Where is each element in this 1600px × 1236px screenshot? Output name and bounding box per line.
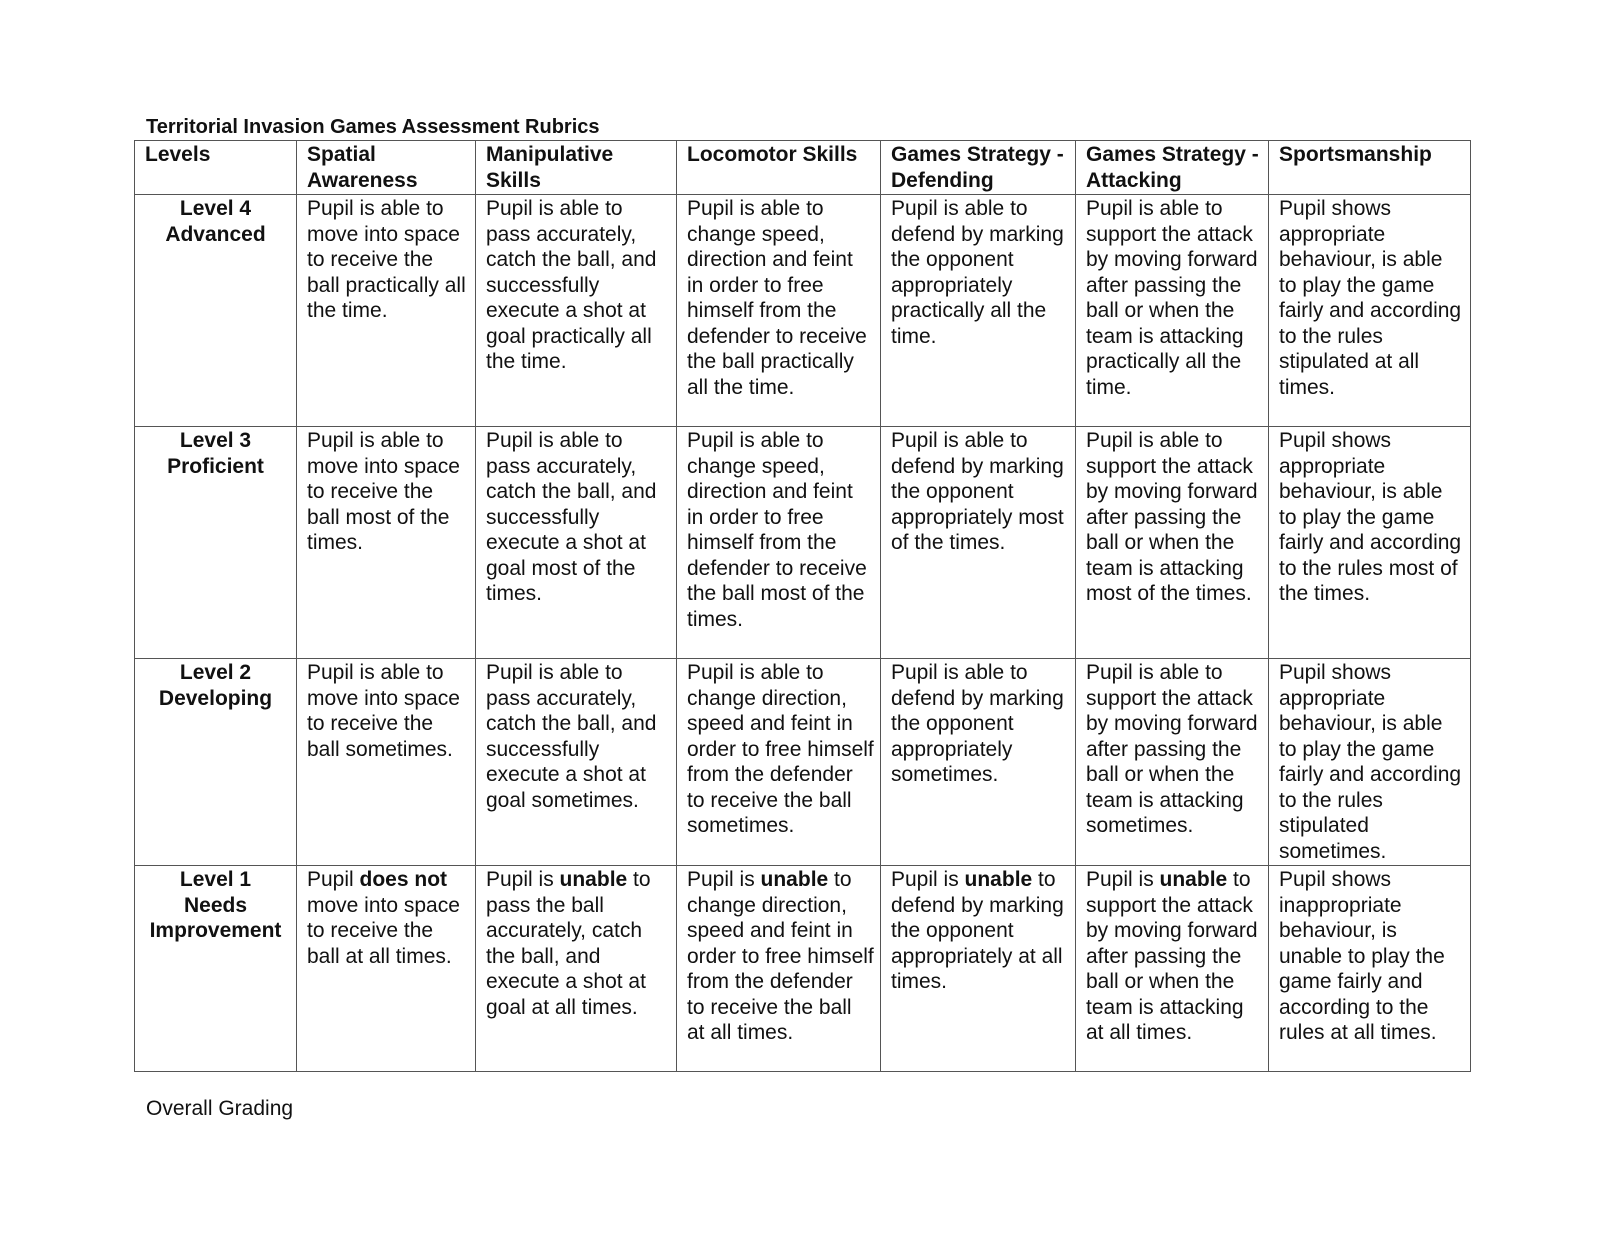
header-spatial-awareness: Spatial Awareness	[297, 141, 476, 195]
table-cell-manipulative-skills: Pupil is able to pass accurately, catch the ball, and successfully execute a shot at goal sometimes.	[476, 659, 677, 866]
table-cell-spatial-awareness: Pupil is able to move into space to receive the ball most of the times.	[297, 427, 476, 659]
table-cell-manipulative-skills: Pupil is able to pass accurately, catch the ball, and successfully execute a shot at goal practically all the time.	[476, 195, 677, 427]
table-row-level-4	[135, 195, 1471, 427]
level-cell	[135, 427, 297, 659]
table-row-level-1	[135, 866, 1471, 1072]
page-title: Territorial Invasion Games Assessment Rubrics	[146, 116, 600, 138]
table-cell-spatial-awareness	[297, 866, 476, 1072]
cell-text: to support the attack by moving forward after passing the ball or when the team is attacking at all times.	[1086, 868, 1258, 1044]
table-cell-sportsmanship: Pupil shows appropriate behaviour, is able to play the game fairly and according to the rules stipulated at all times.	[1269, 195, 1471, 427]
cell-text: to defend by marking the opponent appropriately at all times.	[891, 868, 1064, 993]
table-cell-sportsmanship: Pupil shows appropriate behaviour, is able to play the game fairly and according to the rules most of the times.	[1269, 427, 1471, 659]
rubric-table	[134, 140, 1471, 1072]
cell-text: Pupil is	[891, 868, 965, 891]
level-label: Advanced	[165, 222, 266, 246]
table-cell-games-strategy-defending: Pupil is able to defend by marking the opponent appropriately most of the times.	[881, 427, 1076, 659]
cell-text: Pupil is	[486, 868, 560, 891]
cell-emphasis: unable	[559, 868, 628, 891]
header-locomotor-skills: Locomotor Skills	[677, 141, 881, 195]
table-cell-games-strategy-attacking	[1076, 866, 1269, 1072]
table-cell-locomotor-skills: Pupil is able to change speed, direction and feint in order to free himself from the defender to receive the ball most of the times.	[677, 427, 881, 659]
level-number: Level 1	[179, 868, 252, 891]
level-cell	[135, 659, 297, 866]
cell-text: move into space to receive the ball at all times.	[307, 893, 460, 968]
header-levels: Levels	[135, 141, 297, 195]
cell-text: to change direction, speed and feint in order to free himself from the defender to receive the ball at all times.	[687, 868, 874, 1044]
cell-text: to pass the ball accurately, catch the ball, and execute a shot at goal at all times.	[486, 868, 651, 1019]
table-cell-locomotor-skills	[677, 866, 881, 1072]
table-cell-locomotor-skills: Pupil is able to change speed, direction and feint in order to free himself from the defender to receive the ball practically all the time.	[677, 195, 881, 427]
table-cell-games-strategy-defending: Pupil is able to defend by marking the opponent appropriately practically all the time.	[881, 195, 1076, 427]
cell-emphasis: unable	[760, 868, 829, 891]
table-row-level-2	[135, 659, 1471, 866]
table-cell-manipulative-skills	[476, 866, 677, 1072]
table-cell-manipulative-skills: Pupil is able to pass accurately, catch the ball, and successfully execute a shot at goal most of the times.	[476, 427, 677, 659]
cell-emphasis: unable	[964, 868, 1033, 891]
table-cell-games-strategy-attacking: Pupil is able to support the attack by moving forward after passing the ball or when the team is attacking most of the times.	[1076, 427, 1269, 659]
header-manipulative-skills: Manipulative Skills	[476, 141, 677, 195]
table-row-level-3	[135, 427, 1471, 659]
table-cell-games-strategy-attacking: Pupil is able to support the attack by moving forward after passing the ball or when the team is attacking practically all the time.	[1076, 195, 1269, 427]
level-label: Developing	[158, 686, 273, 710]
overall-grading-label: Overall Grading	[146, 1097, 294, 1120]
table-cell-games-strategy-attacking: Pupil is able to support the attack by moving forward after passing the ball or when the team is attacking sometimes.	[1076, 659, 1269, 866]
level-label: Improvement	[149, 919, 282, 942]
cell-emphasis: does not	[359, 868, 448, 891]
level-cell	[135, 195, 297, 427]
table-cell-games-strategy-defending: Pupil is able to defend by marking the opponent appropriately sometimes.	[881, 659, 1076, 866]
level-label: Needs	[183, 893, 248, 917]
cell-text: Pupil	[307, 868, 360, 891]
cell-text: Pupil is	[687, 868, 761, 891]
header-sportsmanship: Sportsmanship	[1269, 141, 1471, 195]
header-games-strategy-attacking: Games Strategy - Attacking	[1076, 141, 1269, 195]
level-cell	[135, 866, 297, 1072]
level-number: Level 2	[179, 661, 252, 684]
table-cell-spatial-awareness: Pupil is able to move into space to receive the ball sometimes.	[297, 659, 476, 866]
level-label: Proficient	[167, 454, 264, 478]
level-number: Level 3	[179, 429, 252, 452]
header-row	[135, 141, 1471, 195]
table-cell-sportsmanship: Pupil shows inappropriate behaviour, is unable to play the game fairly and according to the rules at all times.	[1269, 866, 1471, 1072]
table-cell-games-strategy-defending	[881, 866, 1076, 1072]
level-number: Level 4	[179, 197, 252, 220]
cell-emphasis: unable	[1159, 868, 1228, 891]
table-cell-spatial-awareness: Pupil is able to move into space to receive the ball practically all the time.	[297, 195, 476, 427]
table-cell-locomotor-skills: Pupil is able to change direction, speed and feint in order to free himself from the defender to receive the ball sometimes.	[677, 659, 881, 866]
cell-text: Pupil is	[1086, 868, 1160, 891]
header-games-strategy-defending: Games Strategy - Defending	[881, 141, 1076, 195]
table-cell-sportsmanship: Pupil shows appropriate behaviour, is able to play the game fairly and according to the rules stipulated sometimes.	[1269, 659, 1471, 866]
